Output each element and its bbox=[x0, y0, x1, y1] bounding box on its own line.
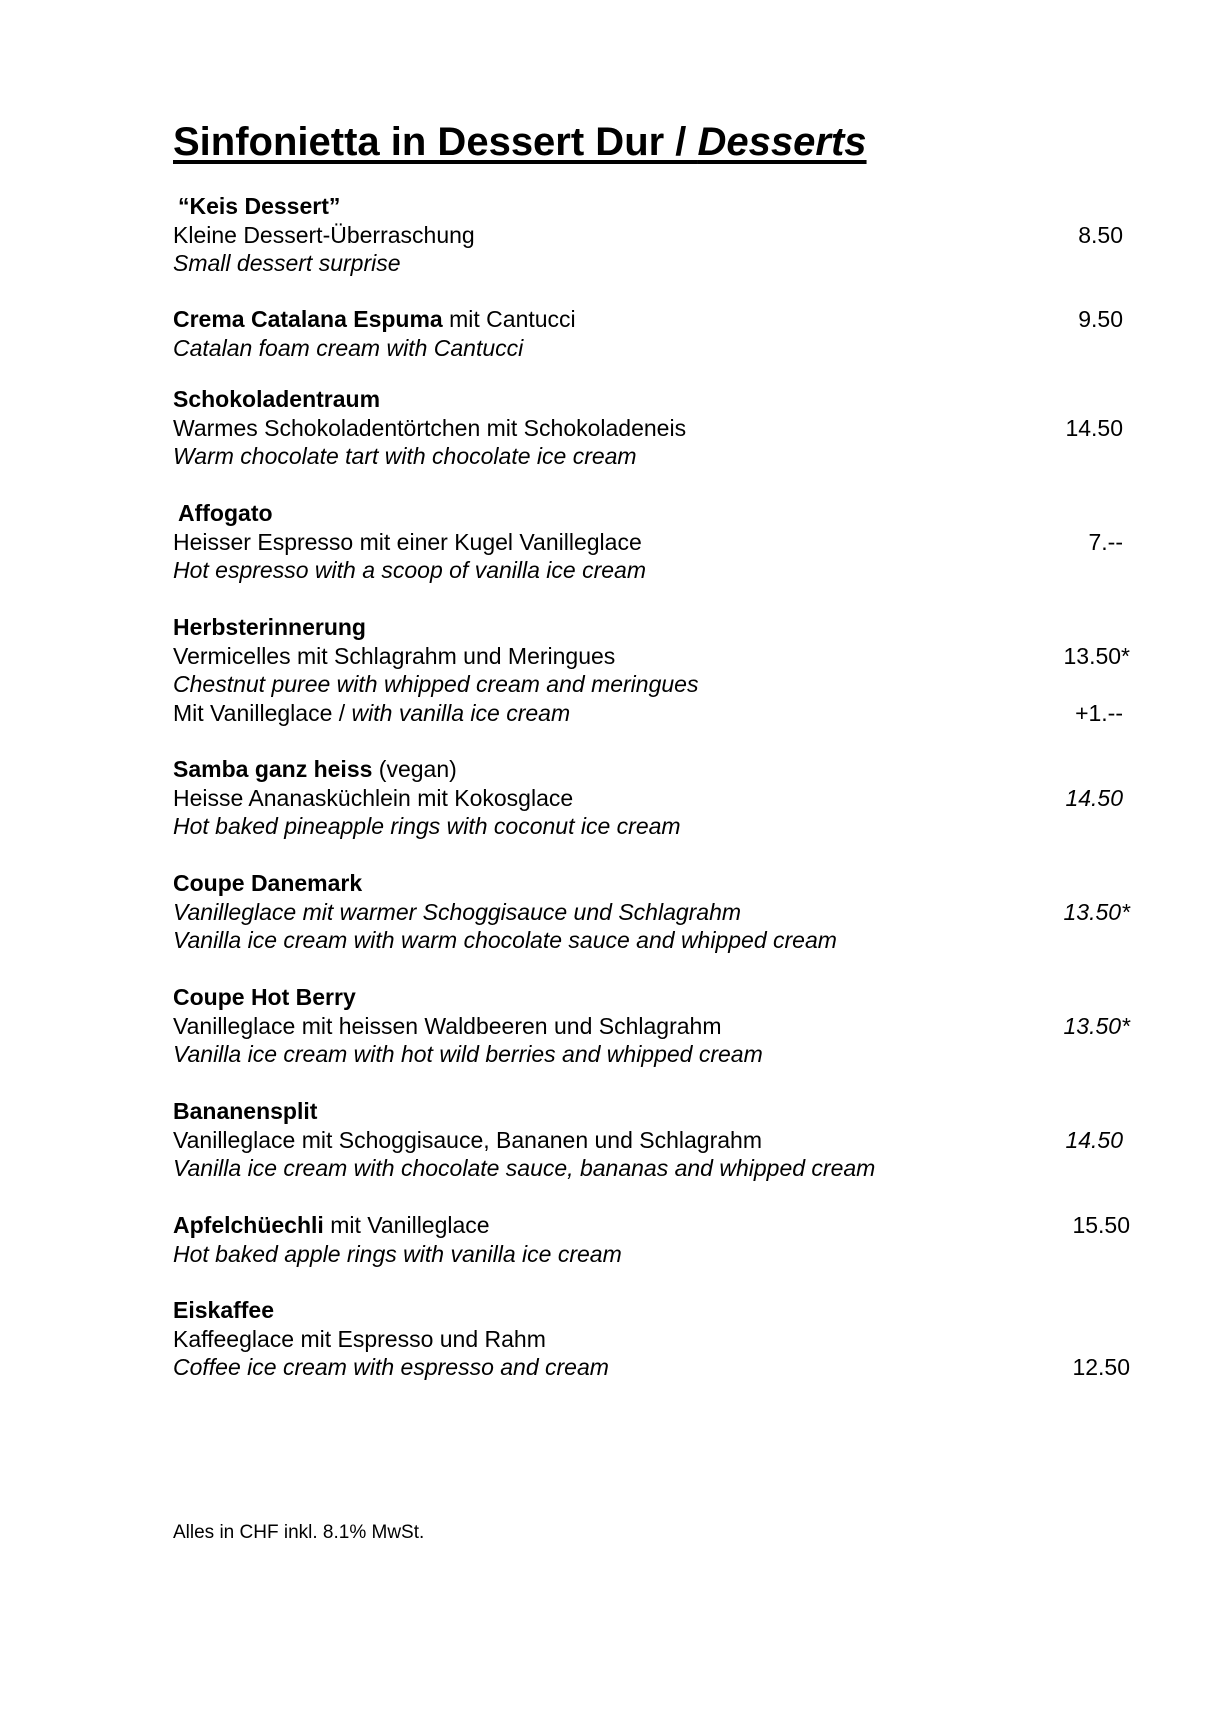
item-price: 13.50* bbox=[1063, 642, 1130, 669]
item-name: Apfelchüechli bbox=[173, 1212, 324, 1238]
item-name: Crema Catalana Espuma bbox=[173, 306, 443, 332]
item-description-en: Small dessert surprise bbox=[173, 250, 401, 276]
item-description-en: Chestnut puree with whipped cream and meringues bbox=[173, 671, 699, 697]
menu-item-eiskaffee bbox=[173, 1296, 1130, 1382]
item-description-de: Kaffeeglace mit Espresso und Rahm bbox=[173, 1325, 546, 1352]
item-description-en: Coffee ice cream with espresso and cream bbox=[173, 1354, 609, 1380]
item-price: 7.-- bbox=[1088, 528, 1123, 555]
item-name: Coupe Danemark bbox=[173, 870, 363, 896]
menu-item-bananensplit bbox=[173, 1097, 1123, 1183]
item-price: 8.50 bbox=[1078, 221, 1123, 248]
item-description-en: Catalan foam cream with Cantucci bbox=[173, 334, 524, 361]
item-name: Herbsterinnerung bbox=[173, 614, 366, 640]
menu-item-crema-catalana bbox=[173, 305, 1123, 362]
item-extra-de: Mit Vanilleglace / bbox=[173, 699, 352, 726]
item-name-suffix: mit Cantucci bbox=[442, 306, 576, 332]
item-description-de: Vanilleglace mit warmer Schoggisauce und Schlagrahm bbox=[173, 898, 742, 925]
item-description-de: Vermicelles mit Schlagrahm und Meringues bbox=[173, 642, 616, 669]
item-description-en: Hot espresso with a scoop of vanilla ice cream bbox=[173, 557, 646, 583]
item-description-en: Hot baked apple rings with vanilla ice cream bbox=[173, 1240, 622, 1267]
item-description-en: Warm chocolate tart with chocolate ice cream bbox=[173, 443, 637, 469]
item-extra-price: +1.-- bbox=[1075, 699, 1123, 726]
item-description-de: Warmes Schokoladentörtchen mit Schokoladeneis bbox=[173, 414, 687, 441]
item-price: 14.50 bbox=[1065, 784, 1123, 811]
item-description-de: Vanilleglace mit heissen Waldbeeren und Schlagrahm bbox=[173, 1012, 722, 1039]
item-name: Coupe Hot Berry bbox=[173, 984, 356, 1010]
item-price: 13.50* bbox=[1063, 1012, 1130, 1039]
item-name: Eiskaffee bbox=[173, 1297, 275, 1323]
footer-note: Alles in CHF inkl. 8.1% MwSt. bbox=[173, 1522, 425, 1543]
item-price: 14.50 bbox=[1065, 414, 1123, 441]
item-description-en: Vanilla ice cream with chocolate sauce, bananas and whipped cream bbox=[173, 1155, 876, 1181]
menu-item-coupe-danemark bbox=[173, 869, 1130, 955]
item-name: Samba ganz heiss bbox=[173, 756, 373, 782]
menu-item-schokoladentraum bbox=[173, 385, 1123, 471]
item-description-en: Vanilla ice cream with warm chocolate sauce and whipped cream bbox=[173, 927, 837, 953]
item-name-suffix: mit Vanilleglace bbox=[323, 1212, 490, 1238]
item-name: Affogato bbox=[178, 500, 273, 526]
item-description-de: Vanilleglace mit Schoggisauce, Bananen und Schlagrahm bbox=[173, 1126, 763, 1153]
item-price: 12.50 bbox=[1072, 1354, 1130, 1380]
item-name: Bananensplit bbox=[173, 1098, 318, 1124]
item-description-de: Kleine Dessert-Überraschung bbox=[173, 221, 475, 248]
menu-item-apfelchuechli bbox=[173, 1211, 1130, 1268]
item-price: 13.50* bbox=[1063, 898, 1130, 925]
item-extra-en: with vanilla ice cream bbox=[351, 699, 571, 726]
menu-item-coupe-hot-berry bbox=[173, 983, 1130, 1069]
page-title bbox=[173, 118, 867, 166]
item-description-de: Heisser Espresso mit einer Kugel Vanilleglace bbox=[173, 528, 642, 555]
item-price: 9.50 bbox=[1078, 306, 1123, 332]
item-name: “Keis Dessert” bbox=[178, 193, 341, 219]
item-name-suffix: (vegan) bbox=[372, 756, 457, 782]
item-description-en: Hot baked pineapple rings with coconut ice cream bbox=[173, 813, 681, 839]
menu-item-samba-ganz-heiss bbox=[173, 755, 1123, 841]
title-main: Sinfonietta in Dessert Dur / bbox=[173, 120, 698, 164]
item-description-de: Heisse Ananasküchlein mit Kokosglace bbox=[173, 784, 574, 811]
item-price: 15.50 bbox=[1072, 1212, 1130, 1238]
item-description-en: Vanilla ice cream with hot wild berries and whipped cream bbox=[173, 1041, 763, 1067]
item-name: Schokoladentraum bbox=[173, 386, 381, 412]
item-price: 14.50 bbox=[1065, 1126, 1123, 1153]
menu-item-affogato bbox=[173, 499, 1123, 585]
menu-item-keis-dessert bbox=[173, 192, 1123, 278]
title-italic: Desserts bbox=[697, 120, 867, 164]
menu-item-herbsterinnerung bbox=[173, 613, 1130, 727]
